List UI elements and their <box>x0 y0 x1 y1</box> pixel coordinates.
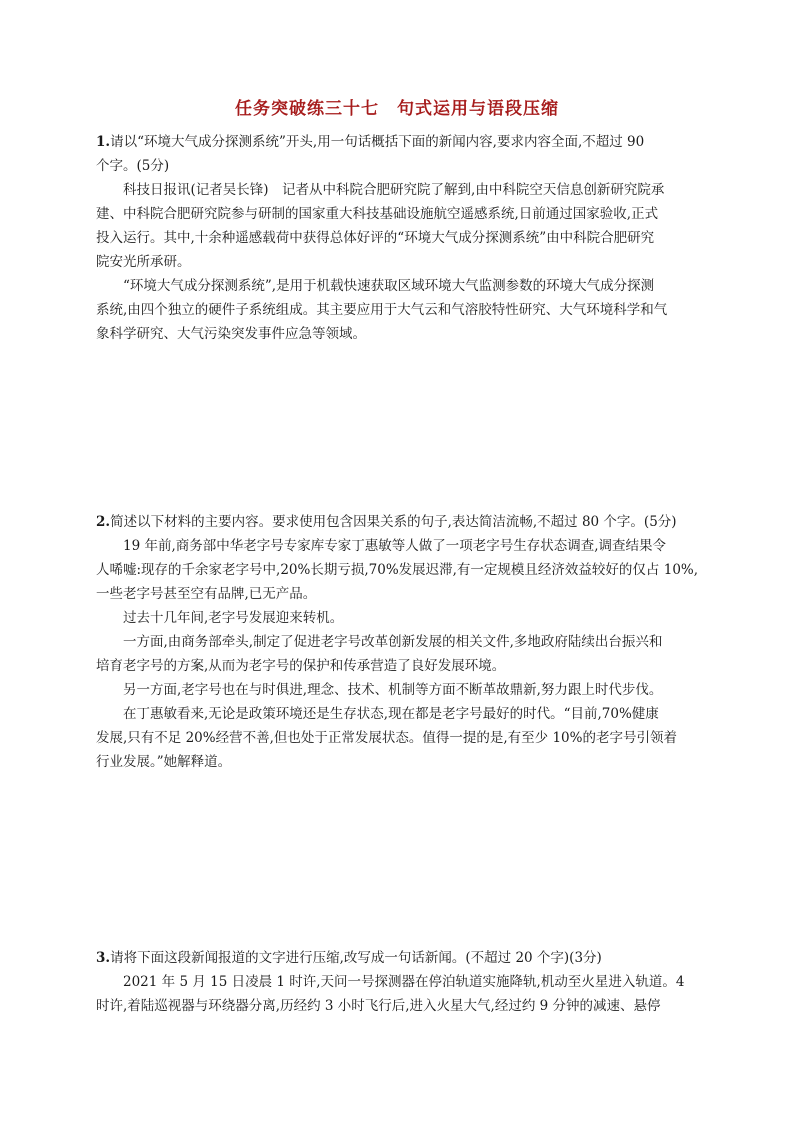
q2-paragraph-4-line: 另一方面,老字号也在与时俱进,理念、技术、机制等方面不断革故鼎新,努力跟上时代步伐。 <box>123 682 663 698</box>
q2-paragraph-1-line: 19 年前,商务部中华老字号专家库专家丁惠敏等人做了一项老字号生存状态调查,调查结果令 <box>123 538 667 554</box>
q2-paragraph-5-line: 发展,只有不足 20%经营不善,但也处于正常发展状态。值得一提的是,有至少 10%的老字号引领着 <box>96 730 677 746</box>
page-title: 任务突破练三十七 句式运用与语段压缩 <box>235 99 559 119</box>
question-3 <box>96 946 696 1018</box>
q1-paragraph-1-line: 投入运行。其中,十余种遥感载荷中获得总体好评的“环境大气成分探测系统”由中科院合肥研究 <box>96 230 655 246</box>
question-3-prompt: 3.请将下面这段新闻报道的文字进行压缩,改写成一句话新闻。(不超过 20 个字)(3分) <box>96 950 602 966</box>
q1-paragraph-2-line: 象科学研究、大气污染突发事件应急等领域。 <box>96 326 366 342</box>
q2-paragraph-2-line: 过去十几年间,老字号发展迎来转机。 <box>123 610 344 626</box>
question-1-prompt-line-1: 1.请以“环境大气成分探测系统”开头,用一句话概括下面的新闻内容,要求内容全面,不超过 90 <box>96 134 645 150</box>
question-2 <box>96 510 699 774</box>
q1-paragraph-1-line: 建、中科院合肥研究院参与研制的国家重大科技基础设施航空遥感系统,日前通过国家验收,正式 <box>96 206 659 222</box>
q1-paragraph-1-line: 院安光所承研。 <box>96 254 191 270</box>
question-2-number: 2. <box>96 514 111 530</box>
q2-paragraph-3-line: 一方面,由商务部牵头,制定了促进老字号改革创新发展的相关文件,多地政府陆续出台振兴和 <box>123 634 663 650</box>
question-1-prompt-line-2: 个字。(5分) <box>96 158 170 174</box>
q1-paragraph-2-line: “环境大气成分探测系统”,是用于机载快速获取区域环境大气监测参数的环境大气成分探测 <box>123 278 655 294</box>
question-3-number: 3. <box>96 950 111 966</box>
q2-paragraph-5-line: 行业发展。”她解释道。 <box>96 754 232 770</box>
q3-paragraph-1-line: 时许,着陆巡视器与环绕器分离,历经约 3 小时飞行后,进入火星大气,经过约 9 分钟的减速、悬停 <box>96 998 661 1014</box>
q2-paragraph-1-line: 一些老字号甚至空有品牌,已无产品。 <box>96 586 317 602</box>
q2-paragraph-3-line: 培育老字号的方案,从而为老字号的保护和传承营造了良好发展环境。 <box>96 658 506 674</box>
question-2-prompt: 2.简述以下材料的主要内容。要求使用包含因果关系的句子,表达简洁流畅,不超过 80 个字。(5分) <box>96 514 677 530</box>
q2-paragraph-5-line: 在丁惠敏看来,无论是政策环境还是生存状态,现在都是老字号最好的时代。“目前,70%健康 <box>123 706 659 722</box>
question-1 <box>96 130 696 346</box>
q3-paragraph-1-line: 2021 年 5 月 15 日凌晨 1 时许,天问一号探测器在停泊轨道实施降轨,机动至火星进入轨道。4 <box>123 974 685 990</box>
question-1-number: 1. <box>96 134 111 150</box>
q1-paragraph-2-line: 系统,由四个独立的硬件子系统组成。其主要应用于大气云和气溶胶特性研究、大气环境科学和气 <box>96 302 668 318</box>
q2-paragraph-1-line: 人唏嘘:现存的千余家老字号中,20%长期亏损,70%发展迟滞,有一定规模且经济效益较好的仅占 10%, <box>96 562 699 578</box>
q1-paragraph-1-line: 科技日报讯(记者吴长锋) 记者从中科院合肥研究院了解到,由中科院空天信息创新研究院承 <box>123 182 665 198</box>
